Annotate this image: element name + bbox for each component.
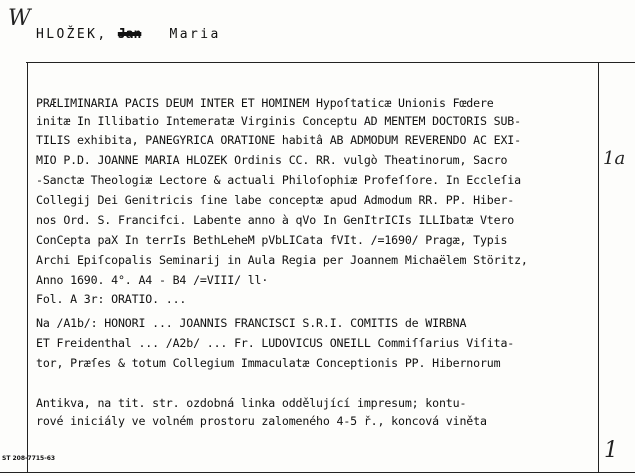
bottom-right-mark: 1	[604, 438, 618, 463]
corner-mark: W	[8, 6, 31, 31]
body-line: Anno 1690. 4°. A4 - B4 /=VIII/ ll·	[36, 273, 269, 287]
body-line: TILIS exhibita, PANEGYRICA ORATIONE habitâ AB ADMODUM REVERENDO AC EXI-	[36, 133, 521, 147]
body-line: ET Freidenthal ... /A2b/ ... Fr. LUDOVICUS ONEILL Commiſſarius Viſita-	[36, 336, 515, 350]
body-line: Na /A1b/: HONORI ... JOANNIS FRANCISCI S.R.I. COMITIS de WIRBNA	[36, 316, 467, 330]
bottom-rule	[0, 472, 635, 473]
header-struck-name: Jan	[117, 27, 142, 42]
body-line: -Sanctæ Theologiæ Lectore & actuali Philoſophiæ Profeſſore. In Eccleſia	[36, 173, 521, 187]
body-line: ConCepta paX In terrIs BethLeheM pVbLICata fVIt. /=1690/ Pragæ, Typis	[36, 233, 508, 247]
body-line: Fol. A 3r: ORATIO. ...	[36, 292, 187, 306]
header-line	[36, 27, 221, 42]
body-line: Antikva, na tit. str. ozdobná linka oddělující impresum; kontu-	[36, 396, 467, 410]
body-line: tor, Præſes & totum Collegium Immaculatæ Conceptionis PP. Hibernorum	[36, 356, 501, 370]
body-line: PRÆLIMINARIA PACIS DEUM INTER ET HOMINEM Hypoſtaticæ Unionis Fœdere	[36, 96, 494, 110]
body-line: initæ In Illibatio Intemeratæ Virginis Conceptu AD MENTEM DOCTORIS SUB-	[36, 114, 521, 128]
body-line: Archi Epiſcopalis Seminarij in Aula Regia per Joannem Michaëlem Störitz,	[36, 253, 528, 267]
header-given-name: Maria	[169, 27, 221, 42]
left-rule	[27, 62, 28, 472]
body-line: Collegij Dei Genitricis ſine labe conceptæ apud Admodum RR. PP. Hiber-	[36, 193, 515, 207]
body-line: nos Ord. S. Francifci. Labente anno à qVo In GenItrICIs ILLIbatæ Vtero	[36, 213, 515, 227]
header-surname: HLOŽEK,	[36, 27, 108, 42]
top-rule	[26, 62, 635, 63]
margin-note: 1a	[603, 148, 626, 169]
body-line: rové iniciály ve volném prostoru zalomeného 4-5 ř., koncová viněta	[36, 414, 487, 428]
body-line: MIO P.D. JOANNE MARIA HLOZEK Ordinis CC. RR. vulgò Theatinorum, Sacro	[36, 153, 508, 167]
card-serial: ST 208-7715-63	[2, 455, 56, 462]
